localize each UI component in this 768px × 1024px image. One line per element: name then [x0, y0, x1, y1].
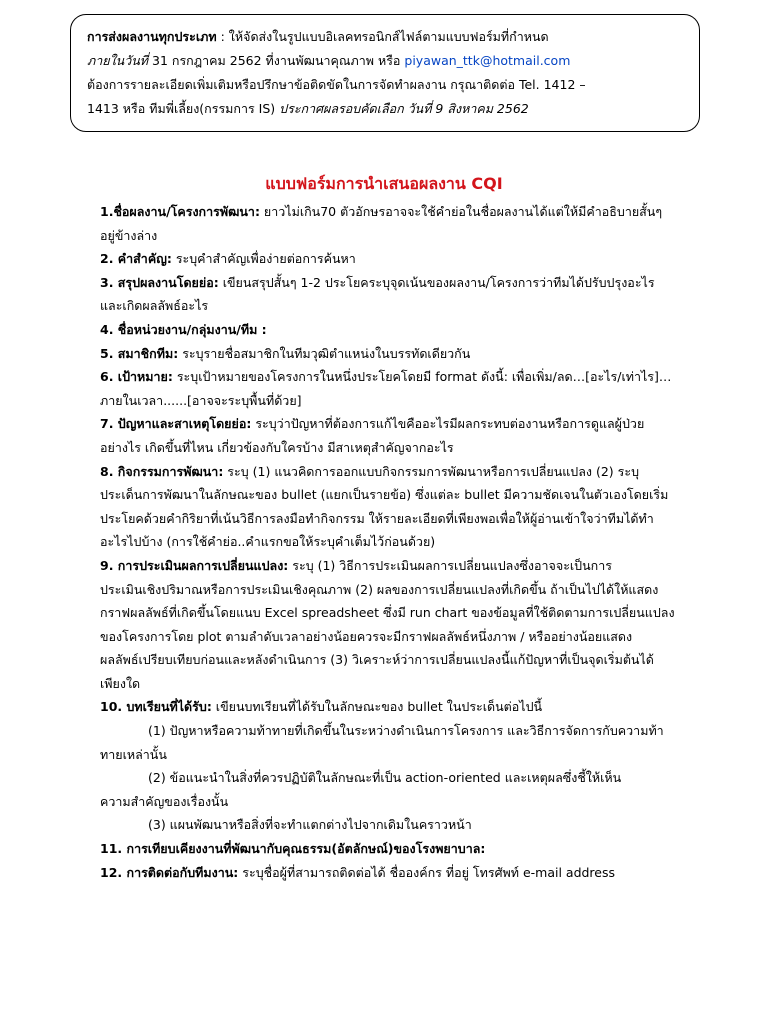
- item-8-text-cont-3: อะไรไปบ้าง (การใช้คำย่อ..คำแรกขอให้ระบุคำเต็มไว้ก่อนด้วย): [100, 534, 436, 550]
- item-10-sub-2: (2) ข้อแนะนำในสิ่งที่ควรปฏิบัติในลักษณะที่เป็น action-oriented และเหตุผลซึ่งชี้ให้เห็น: [148, 770, 622, 786]
- item-12: [100, 861, 695, 885]
- submission-notice-box: [70, 14, 700, 132]
- item-1-text: ยาวไม่เกิน70 ตัวอักษรอาจจะใช้คำย่อในชื่อผลงานได้แต่ให้มีคำอธิบายสั้นๆ: [259, 204, 663, 219]
- item-11: [100, 837, 695, 861]
- notice-line-4: [87, 97, 687, 121]
- item-9-text-cont-2: กราฟผลลัพธ์ที่เกิดขึ้นโดยแนบ Excel spreadsheet ซึ่งมี run chart ของข้อมูลที่ใช้ติดตามการเปลี่ยนแปลง: [100, 605, 675, 621]
- notice-separator: :: [216, 29, 225, 44]
- item-4-label: 4. ชื่อหน่วยงาน/กลุ่มงาน/ทีม :: [100, 321, 267, 337]
- item-7: [100, 412, 695, 436]
- item-8-text-cont-2: ประโยคด้วยคำกิริยาที่เน้นวิธีการลงมือทำกิจกรรม ให้รายละเอียดที่เพียงพอเพื่อให้ผู้อ่านเข้าใจว่าทีมได้ทำ: [100, 510, 654, 526]
- item-11-label: 11. การเทียบเคียงงานที่พัฒนากับคุณธรรม(อัตลักษณ์)ของโรงพยาบาล:: [100, 841, 486, 857]
- item-10-label: 10. บทเรียนที่ได้รับ:: [100, 699, 212, 715]
- notice-heading: การส่งผลงานทุกประเภท: [87, 29, 217, 44]
- item-7-text: ระบุว่าปัญหาที่ต้องการแก้ไขคืออะไรมีผลกระทบต่องานหรือการดูแลผู้ป่วย: [251, 416, 645, 432]
- item-8-text-cont-1: ประเด็นการพัฒนาในลักษณะของ bullet (แยกเป็นรายข้อ) ซึ่งแต่ละ bullet มีความชัดเจนในตัวเองโดยเริ่ม: [100, 487, 669, 503]
- item-6-label: 6. เป้าหมาย:: [100, 369, 173, 385]
- form-body: [100, 200, 695, 884]
- item-5-text: ระบุรายชื่อสมาชิกในทีมวุฒิตำแหน่งในบรรทัดเดียวกัน: [178, 345, 471, 361]
- item-10-sub-1-cont: ทายเหล่านั้น: [100, 746, 167, 762]
- item-12-text: ระบุชื่อผู้ที่สามารถติดต่อได้ ชื่อองค์กร ที่อยู่ โทรศัพท์ e-mail address: [238, 864, 616, 880]
- item-10-sub-1: (1) ปัญหาหรือความท้าทายที่เกิดขึ้นในระหว่างดำเนินการโครงการ และวิธีการจัดการกับความท้า: [148, 723, 664, 739]
- item-1: [100, 200, 695, 224]
- item-8: [100, 460, 695, 484]
- notice-announcement: ประกาศผลรอบคัดเลือก วันที่ 9 สิงหาคม 2562: [279, 101, 529, 116]
- item-10-sub-2-cont: ความสำคัญของเรื่องนั้น: [100, 793, 229, 809]
- item-9-label: 9. การประเมินผลการเปลี่ยนแปลง:: [100, 557, 289, 573]
- item-3: [100, 271, 695, 295]
- notice-line-3: ต้องการรายละเอียดเพิ่มเติมหรือปรึกษาข้อติดขัดในการจัดทำผลงาน กรุณาติดต่อ Tel. 1412 –: [87, 77, 586, 92]
- item-9-text-cont-5: เพียงใด: [100, 675, 141, 691]
- notice-deadline-text: 31 กรกฎาคม 2562 ที่งานพัฒนาคุณภาพ หรือ: [148, 53, 405, 68]
- item-7-label: 7. ปัญหาและสาเหตุโดยย่อ:: [100, 416, 252, 432]
- item-9: [100, 554, 695, 578]
- item-10-sub-3: (3) แผนพัฒนาหรือสิ่งที่จะทำแตกต่างไปจากเดิมในคราวหน้า: [148, 817, 472, 833]
- form-title: แบบฟอร์มการนำเสนอผลงาน CQI: [265, 174, 503, 193]
- notice-email-link[interactable]: piyawan_ttk@hotmail.com: [404, 53, 571, 68]
- item-6-text-cont: ภายในเวลา......[อาจจะระบุพื้นที่ด้วย]: [100, 392, 302, 408]
- item-7-text-cont: อย่างไร เกิดขึ้นที่ไหน เกี่ยวข้องกับใครบ้าง มีสาเหตุสำคัญจากอะไร: [100, 439, 454, 455]
- item-8-label: 8. กิจกรรมการพัฒนา:: [100, 463, 224, 479]
- item-12-label: 12. การติดต่อกับทีมงาน:: [100, 864, 239, 880]
- item-10: [100, 695, 695, 719]
- item-4: [100, 318, 695, 342]
- item-9-text-cont-1: ประเมินเชิงปริมาณหรือการประเมินเชิงคุณภาพ (2) ผลของการเปลี่ยนแปลงที่เกิดขึ้น ถ้าเป็นไปได้ให้แสดง: [100, 581, 659, 597]
- item-5: [100, 342, 695, 366]
- item-6: [100, 365, 695, 389]
- notice-instruction: ให้จัดส่งในรูปแบบอิเลคทรอนิกส์ไฟล์ตามแบบฟอร์มที่กำหนด: [224, 29, 549, 44]
- item-8-text: ระบุ (1) แนวคิดการออกแบบกิจกรรมการพัฒนาหรือการเปลี่ยนแปลง (2) ระบุ: [223, 463, 640, 479]
- item-2-text: ระบุคำสำคัญเพื่อง่ายต่อการค้นหา: [171, 251, 356, 267]
- item-3-text: เขียนสรุปสั้นๆ 1-2 ประโยคระบุจุดเน้นของผลงาน/โครงการว่าทีมได้ปรับปรุงอะไร: [218, 274, 655, 290]
- item-3-text-cont: และเกิดผลลัพธ์อะไร: [100, 298, 209, 314]
- item-9-text: ระบุ (1) วิธีการประเมินผลการเปลี่ยนแปลงซึ่งอาจจะเป็นการ: [288, 557, 612, 573]
- notice-line-1: [87, 25, 687, 49]
- item-3-label: 3. สรุปผลงานโดยย่อ:: [100, 274, 219, 290]
- item-10-text: เขียนบทเรียนที่ได้รับในลักษณะของ bullet ในประเด็นต่อไปนี้: [211, 699, 543, 715]
- item-9-text-cont-3: ของโครงการโดย plot ตามลำดับเวลาอย่างน้อยควรจะมีกราฟผลลัพธ์หนึ่งภาพ / หรืออย่างน้อยแสดง: [100, 628, 633, 644]
- item-6-text: ระบุเป้าหมายของโครงการในหนึ่งประโยคโดยมี format ดังนี้: เพื่อเพิ่ม/ลด…[อะไร/เท่าไร]…: [172, 369, 672, 385]
- item-2-label: 2. คำสำคัญ:: [100, 251, 172, 267]
- notice-deadline-label: ภายในวันที่: [87, 53, 149, 68]
- item-2: [100, 247, 695, 271]
- item-9-text-cont-4: ผลลัพธ์เปรียบเทียบก่อนและหลังดำเนินการ (3) วิเคราะห์ว่าการเปลี่ยนแปลงนี้แก้ปัญหาที่เป็นจุดเริ่มต้นได้: [100, 652, 654, 668]
- notice-line-2: [87, 49, 687, 73]
- item-1-label: 1.ชื่อผลงาน/โครงการพัฒนา:: [100, 204, 260, 219]
- item-1-text-cont: อยู่ข้างล่าง: [100, 227, 158, 243]
- item-5-label: 5. สมาชิกทีม:: [100, 345, 179, 361]
- notice-contact-text: 1413 หรือ ทีมพี่เลี้ยง(กรรมการ IS): [87, 101, 280, 116]
